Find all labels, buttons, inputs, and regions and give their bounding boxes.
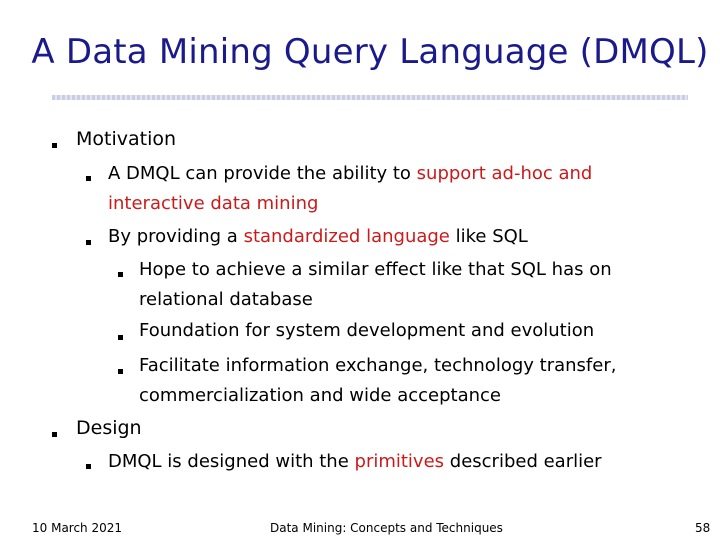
footer-title: Data Mining: Concepts and Techniques — [270, 521, 503, 535]
page-number: 58 — [695, 521, 711, 535]
bullet-text: relational database — [139, 289, 313, 310]
bullet-marker — [118, 272, 123, 277]
bullet-text: commercialization and wide acceptance — [139, 385, 501, 406]
bullet-standardized — [108, 222, 528, 252]
bullet-motivation: Motivation — [76, 128, 177, 150]
bullet-text: Facilitate information exchange, technology transfer, — [139, 355, 617, 376]
highlight-text: support ad-hoc and — [416, 163, 593, 184]
bullet-design: Design — [76, 417, 142, 439]
highlight-text: interactive data mining — [108, 193, 319, 214]
bullet-text: A DMQL can provide the ability to — [108, 163, 417, 184]
title-divider — [52, 95, 688, 100]
footer-date: 10 March 2021 — [32, 521, 123, 535]
bullet-foundation: Foundation for system development and evolution — [139, 320, 595, 341]
bullet-dmql-designed — [108, 447, 602, 477]
highlight-text: standardized language — [243, 226, 450, 247]
bullet-dmql-ability — [108, 159, 592, 219]
bullet-text: By providing a — [108, 226, 244, 247]
bullet-marker — [52, 143, 57, 148]
bullet-hope — [139, 255, 612, 315]
bullet-text: DMQL is designed with the — [108, 451, 355, 472]
slide-title: A Data Mining Query Language (DMQL) — [31, 32, 709, 72]
bullet-marker — [52, 432, 57, 437]
bullet-marker — [118, 369, 123, 374]
bullet-text: described earlier — [444, 451, 602, 472]
bullet-facilitate — [139, 351, 616, 411]
bullet-marker — [118, 335, 123, 340]
bullet-marker — [86, 176, 91, 181]
bullet-text: Hope to achieve a similar effect like that SQL has on — [139, 259, 612, 280]
bullet-marker — [86, 240, 91, 245]
bullet-text: like SQL — [449, 226, 528, 247]
bullet-marker — [86, 464, 91, 469]
highlight-text: primitives — [354, 451, 445, 472]
